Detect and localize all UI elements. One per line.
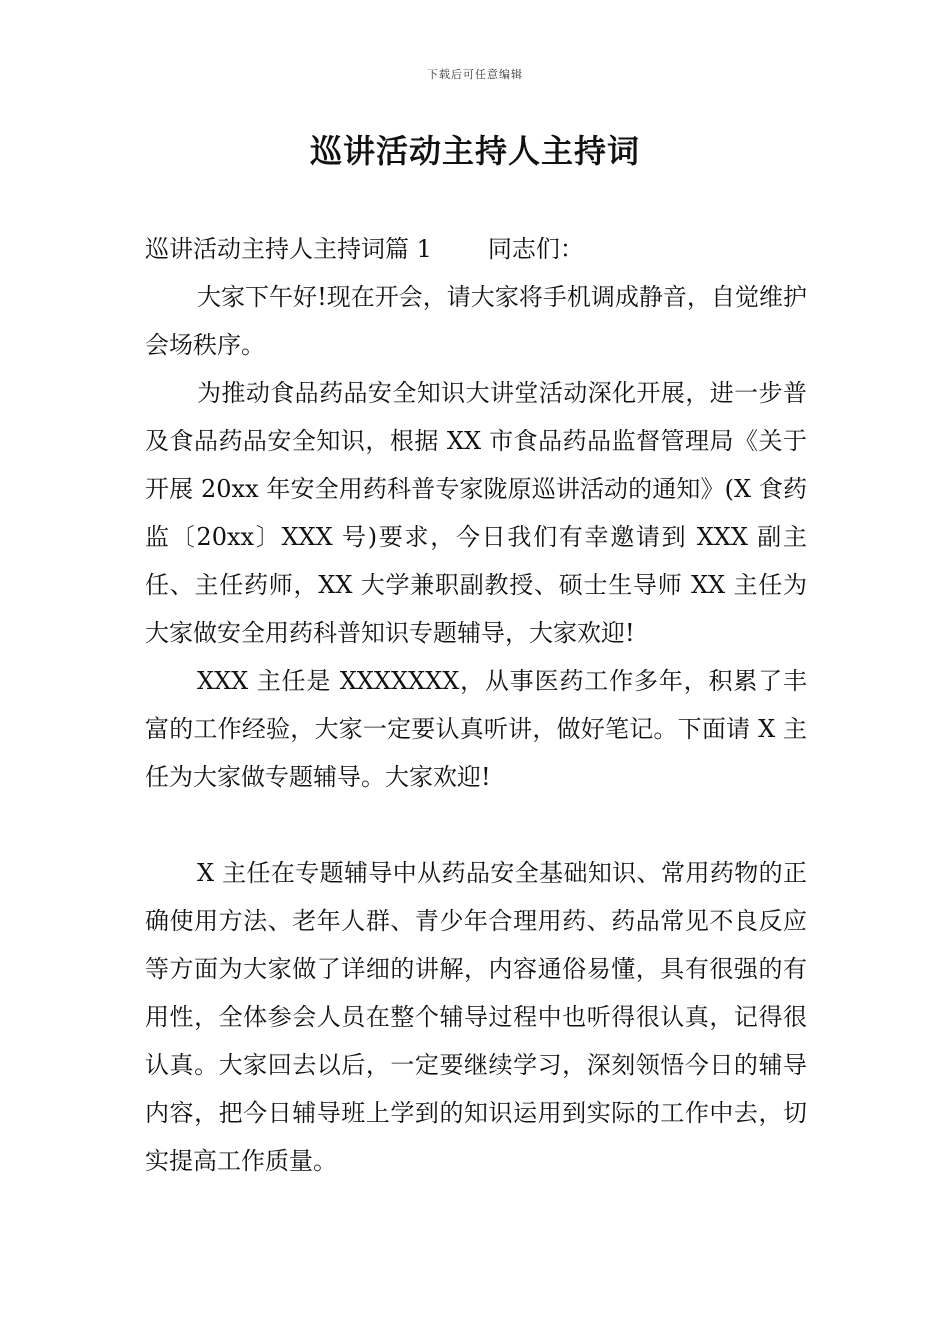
intro-line xyxy=(145,225,807,273)
paragraph-spacer xyxy=(145,801,807,849)
document-body xyxy=(145,225,807,1185)
paragraph-background: 为推动食品药品安全知识大讲堂活动深化开展，进一步普及食品药品安全知识，根据 XX 市食品药品监督管理局《关于开展 20xx 年安全用药科普专家陇原巡讲活动的通知》(X 食药监〔20xx〕XXX 号)要求，今日我们有幸邀请到 XXX 副主任、主任药师，XX 大学兼职副教授、硕士生导师 XX 主任为大家做安全用药科普知识专题辅导，大家欢迎! xyxy=(145,379,807,647)
paragraph-introduction: XXX 主任是 XXXXXXX，从事医药工作多年，积累了丰富的工作经验，大家一定要认真听讲，做好笔记。下面请 X 主任为大家做专题辅导。大家欢迎! xyxy=(145,667,807,791)
section-label: 巡讲活动主持人主持词篇 1 xyxy=(145,235,432,263)
paragraph-summary: X 主任在专题辅导中从药品安全基础知识、常用药物的正确使用方法、老年人群、青少年合理用药、药品常见不良反应等方面为大家做了详细的讲解，内容通俗易懂，具有很强的有用性，全体参会人员在整个辅导过程中也听得很认真，记得很认真。大家回去以后，一定要继续学习，深刻领悟今日的辅导内容，把今日辅导班上学到的知识运用到实际的工作中去，切实提高工作质量。 xyxy=(145,859,807,1175)
header-note: 下载后可任意编辑 xyxy=(427,68,523,81)
salutation: 同志们： xyxy=(487,235,584,263)
paragraph-greeting: 大家下午好!现在开会，请大家将手机调成静音，自觉维护会场秩序。 xyxy=(145,283,807,359)
document-title: 巡讲活动主持人主持词 xyxy=(309,132,640,170)
